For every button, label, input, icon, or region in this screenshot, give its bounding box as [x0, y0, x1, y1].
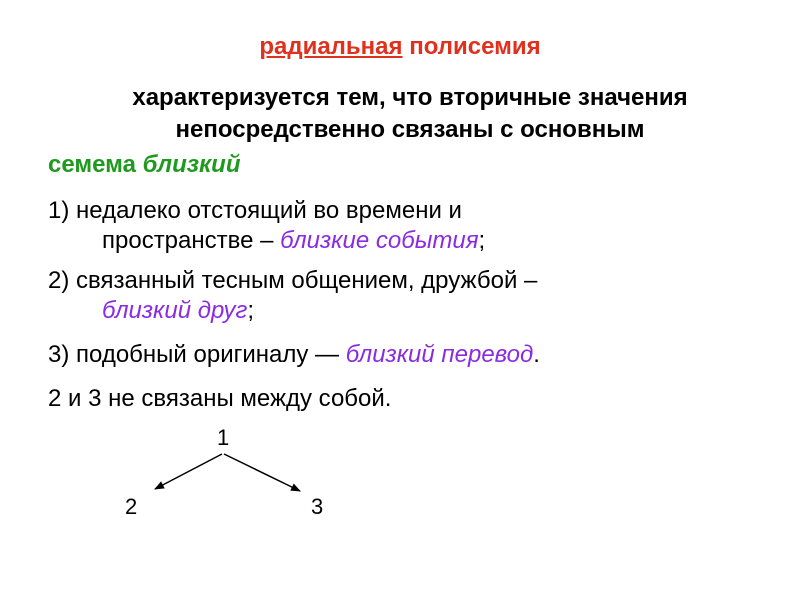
meaning-1-end: ;	[478, 227, 486, 254]
meaning-2-line-1: 2) связанный тесным общением, дружбой –	[48, 267, 538, 294]
meaning-2-end: ;	[247, 297, 255, 324]
diagram-node-1: 1	[217, 425, 230, 450]
definition-line-2: непосредственно связаны с основным	[175, 116, 645, 143]
arrow-1-to-2	[155, 454, 222, 489]
title-rest: полисемия	[402, 33, 541, 60]
seme-label: семема	[48, 151, 143, 178]
diagram-node-2: 2	[125, 494, 138, 519]
meaning-3-end: .	[533, 341, 540, 368]
meaning-3-text: 3) подобный оригиналу —	[48, 341, 346, 368]
title-underlined-word: радиальная	[259, 33, 403, 60]
meaning-1-example: близкие события	[280, 227, 479, 254]
diagram-node-3: 3	[311, 494, 324, 519]
meaning-1-line-1: 1) недалеко отстоящий во времени и	[48, 197, 462, 224]
arrow-1-to-3	[224, 454, 300, 491]
meaning-1-text: пространстве –	[102, 227, 281, 254]
meaning-3-example: близкий перевод	[345, 341, 534, 368]
seme-word: близкий	[142, 151, 241, 178]
definition-line-1: характеризуется тем, что вторичные значения	[132, 84, 688, 111]
note-text: 2 и 3 не связаны между собой.	[48, 385, 392, 412]
meaning-2-example: близкий друг	[102, 297, 248, 324]
